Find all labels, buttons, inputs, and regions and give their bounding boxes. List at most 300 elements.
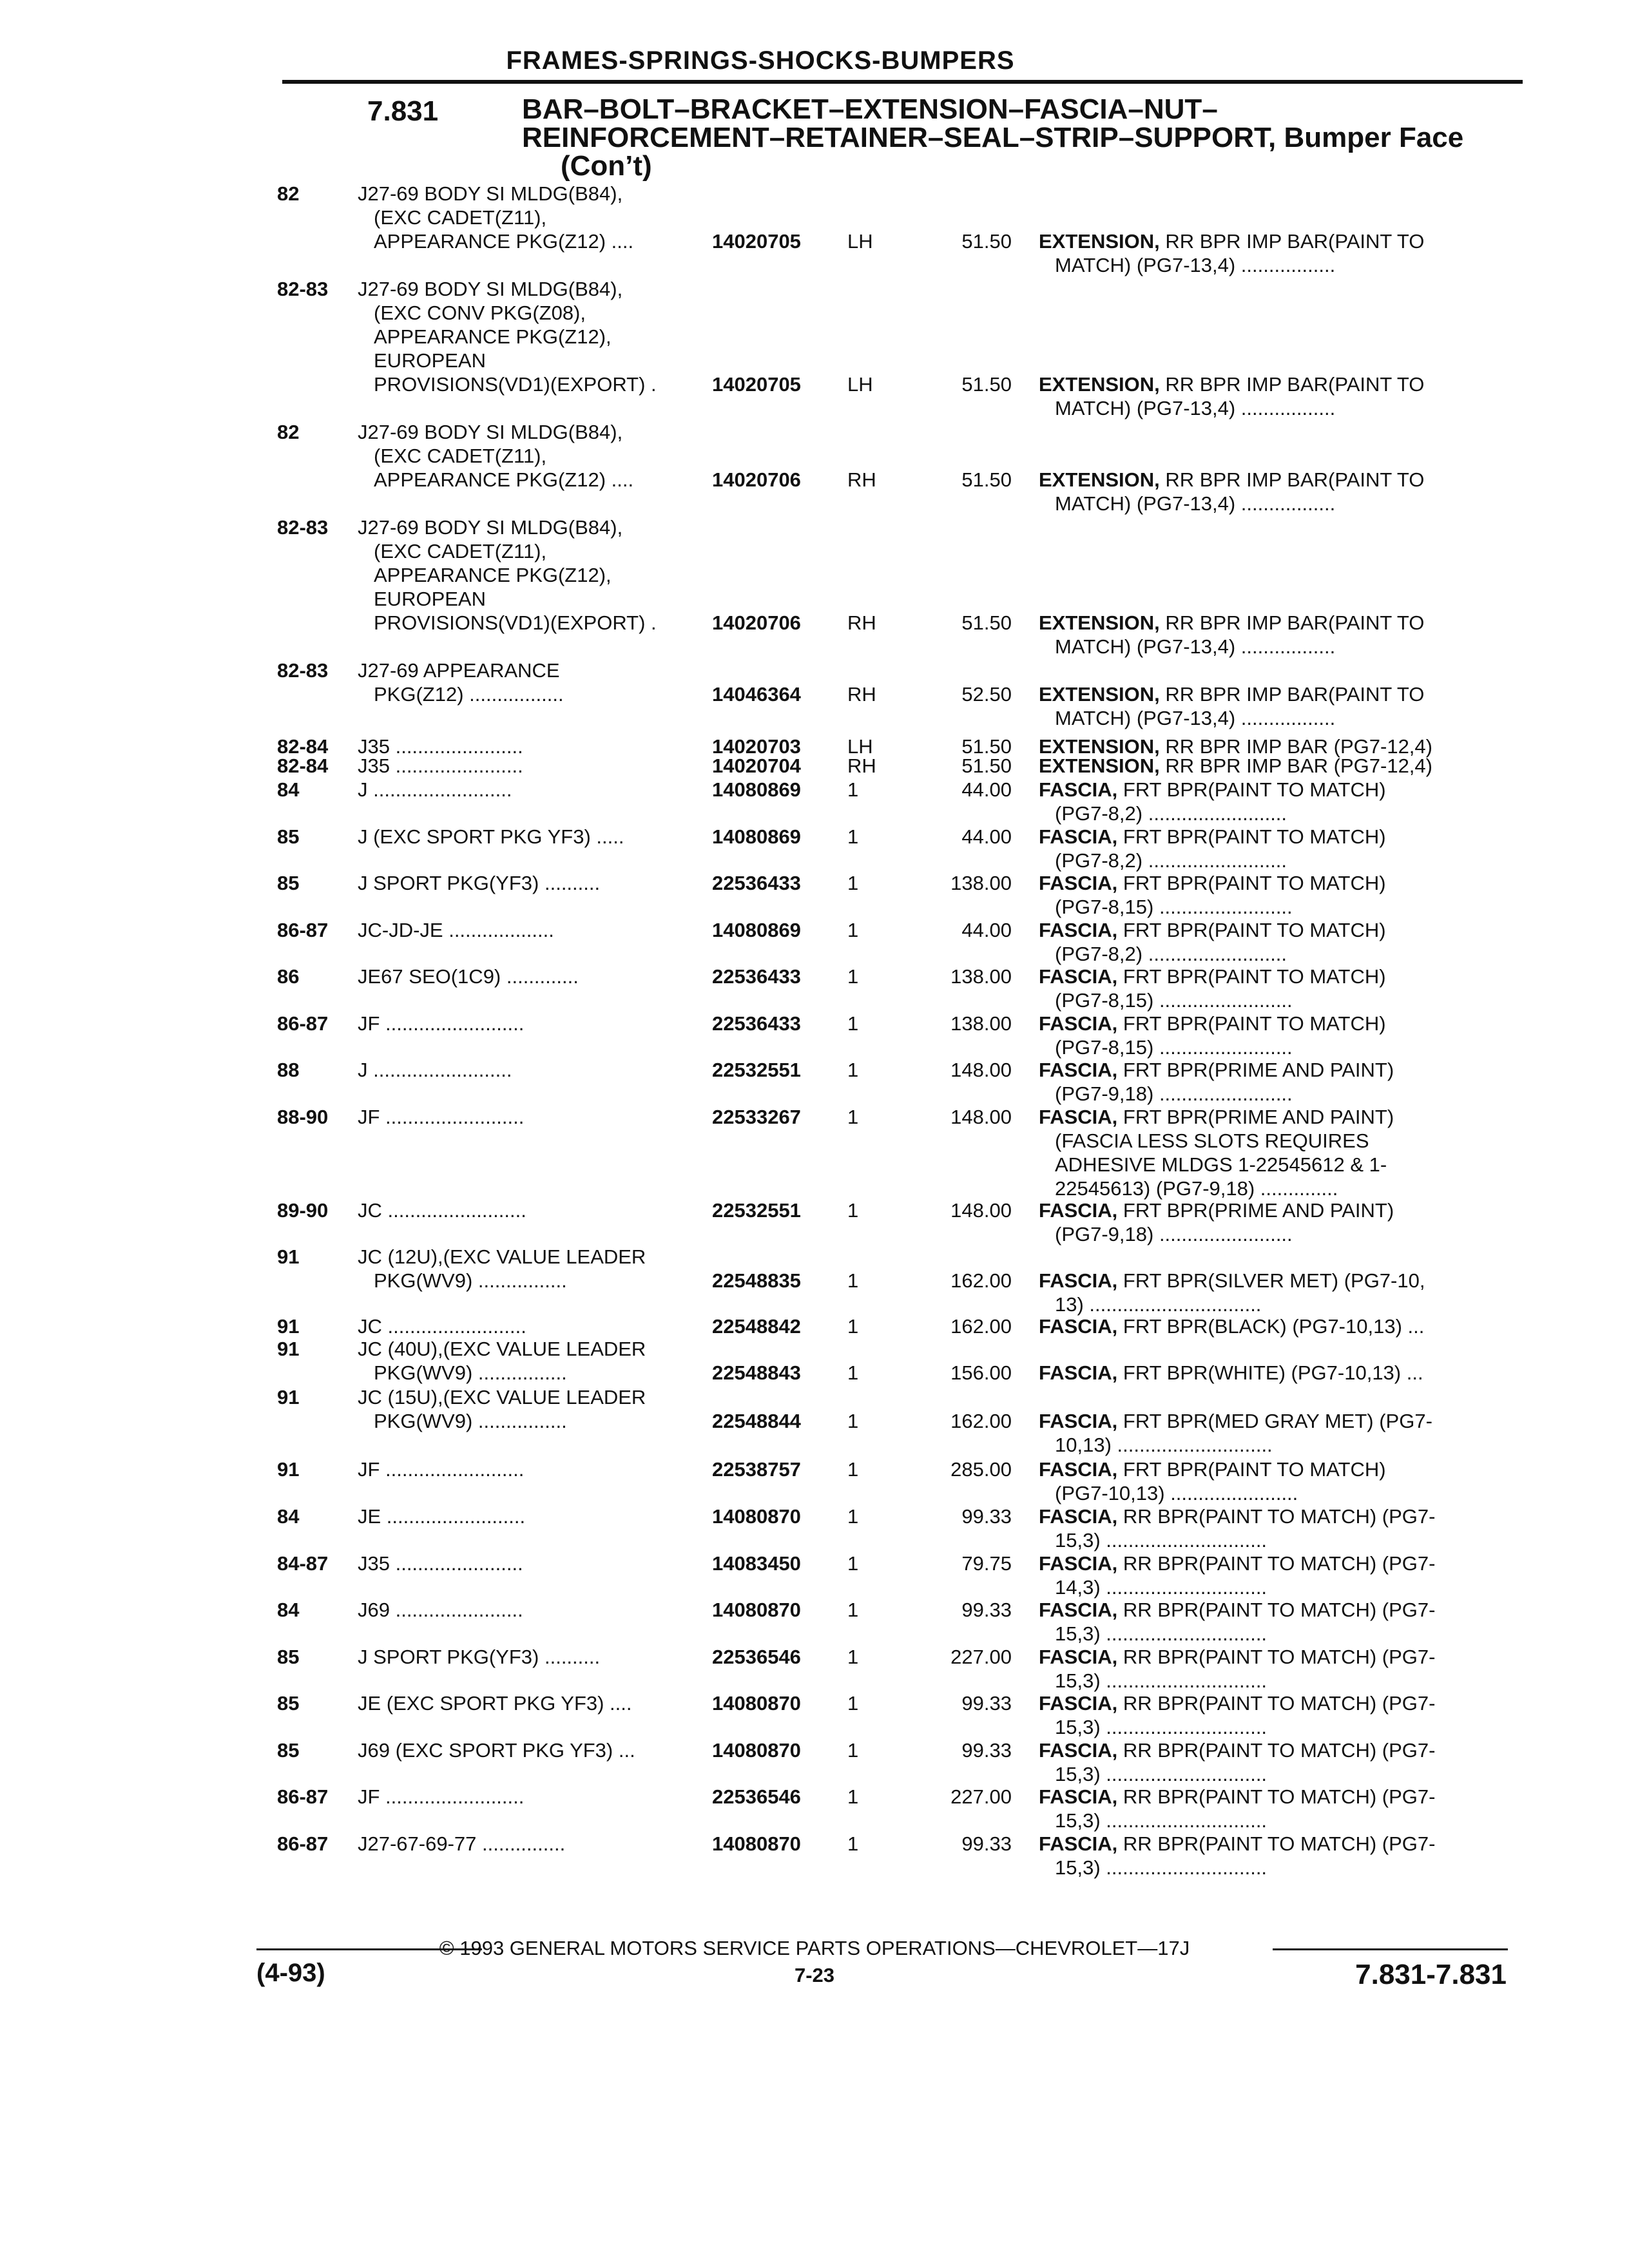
description (1039, 1504, 1503, 1552)
description-line (1039, 825, 1503, 849)
model-year: 85 (277, 1692, 300, 1715)
price: 51.50 (961, 611, 1012, 634)
description-text: FRT BPR(WHITE) (PG7-10,13) ... (1123, 1361, 1423, 1384)
description-keyword: FASCIA, (1039, 1646, 1118, 1668)
quantity: 1 (847, 1458, 859, 1481)
application (358, 1198, 526, 1222)
description-line (1039, 1832, 1503, 1856)
application (358, 1457, 524, 1481)
application-line: J ......................... (358, 1059, 512, 1081)
description-keyword: FASCIA, (1039, 1692, 1118, 1715)
description-line: (PG7-8,15) ........................ (1055, 896, 1293, 918)
description-line: ADHESIVE MLDGS 1-22545612 & 1- (1055, 1153, 1387, 1176)
description-text: RR BPR IMP BAR(PAINT TO (1165, 611, 1425, 634)
page-header-title: FRAMES-SPRINGS-SHOCKS-BUMPERS (506, 46, 1015, 75)
application (358, 420, 633, 492)
description (1039, 1785, 1503, 1832)
description-text: RR BPR IMP BAR(PAINT TO (1165, 230, 1425, 253)
description-text: FRT BPR(PAINT TO MATCH) (1123, 1458, 1386, 1481)
description-text: FRT BPR(PAINT TO MATCH) (1123, 872, 1386, 894)
part-number: 14020705 (712, 230, 801, 253)
application-line: JF ......................... (358, 1458, 525, 1481)
description-line (1039, 1314, 1503, 1338)
part-number: 22533267 (712, 1106, 801, 1128)
price: 51.50 (961, 754, 1012, 777)
application-line: J27-69 APPEARANCE (358, 659, 560, 682)
description-keyword: FASCIA, (1039, 1269, 1118, 1292)
description-line: MATCH) (PG7-13,4) ................. (1055, 635, 1336, 658)
quantity: 1 (847, 1269, 859, 1292)
footer-rule-right (1273, 1948, 1508, 1950)
part-number: 14020705 (712, 373, 801, 396)
part-number: 22536546 (712, 1646, 801, 1668)
part-number: 22536546 (712, 1785, 801, 1808)
application-line: PROVISIONS(VD1)(EXPORT) . (374, 373, 657, 396)
part-number: 22548844 (712, 1410, 801, 1432)
application (358, 1785, 524, 1809)
part-number: 14080870 (712, 1599, 801, 1621)
description-line: MATCH) (PG7-13,4) ................. (1055, 492, 1336, 515)
description (1039, 611, 1503, 658)
price: 138.00 (950, 872, 1012, 894)
application-line: (EXC CONV PKG(Z08), (374, 302, 586, 324)
description-line: (PG7-9,18) ........................ (1055, 1082, 1293, 1105)
part-number: 14080870 (712, 1505, 801, 1528)
application-line: JE (EXC SPORT PKG YF3) .... (358, 1692, 632, 1715)
application (358, 1691, 632, 1715)
description-keyword: FASCIA, (1039, 1552, 1118, 1575)
price: 227.00 (950, 1646, 1012, 1668)
application-line: J69 (EXC SPORT PKG YF3) ... (358, 1739, 635, 1762)
description (1039, 1314, 1503, 1338)
description-keyword: FASCIA, (1039, 1106, 1118, 1128)
price: 99.33 (961, 1739, 1012, 1762)
description-line (1039, 1198, 1503, 1222)
application-line: J35 ....................... (358, 754, 523, 777)
price: 44.00 (961, 778, 1012, 801)
description-line: MATCH) (PG7-13,4) ................. (1055, 254, 1336, 276)
description-keyword: FASCIA, (1039, 965, 1118, 988)
application-line: JF ......................... (358, 1012, 525, 1035)
quantity: 1 (847, 1832, 859, 1855)
description-keyword: FASCIA, (1039, 1410, 1118, 1432)
price: 79.75 (961, 1552, 1012, 1575)
description-line (1039, 1457, 1503, 1481)
description-line: 10,13) ............................ (1055, 1434, 1273, 1456)
application-line: EUROPEAN (374, 349, 486, 372)
application (358, 1552, 523, 1575)
part-number: 22532551 (712, 1059, 801, 1081)
description-line (1039, 965, 1503, 988)
quantity: 1 (847, 919, 859, 941)
description-text: RR BPR(PAINT TO MATCH) (PG7- (1123, 1692, 1436, 1715)
application-line: JC (12U),(EXC VALUE LEADER (358, 1245, 646, 1268)
description-line (1039, 918, 1503, 942)
description-line: (PG7-8,2) ......................... (1055, 849, 1287, 872)
description-line: (PG7-8,2) ......................... (1055, 802, 1287, 825)
description-keyword: FASCIA, (1039, 1832, 1118, 1855)
price: 99.33 (961, 1692, 1012, 1715)
application-line: JE ......................... (358, 1505, 526, 1528)
description-line: 15,3) ............................. (1055, 1856, 1268, 1879)
description-text: FRT BPR(PAINT TO MATCH) (1123, 965, 1386, 988)
quantity: RH (847, 468, 876, 491)
application-line: (EXC CADET(Z11), (374, 206, 547, 229)
application-line: PKG(WV9) ................ (374, 1361, 567, 1384)
description-line (1039, 1012, 1503, 1035)
application-line: APPEARANCE PKG(Z12) .... (374, 468, 634, 491)
model-year: 88-90 (277, 1106, 329, 1128)
description-line: (PG7-10,13) ....................... (1055, 1482, 1298, 1504)
description (1039, 1598, 1503, 1646)
quantity: 1 (847, 825, 859, 848)
model-year: 91 (277, 1386, 300, 1408)
price: 44.00 (961, 825, 1012, 848)
part-number: 14080870 (712, 1692, 801, 1715)
application (358, 965, 579, 988)
price: 148.00 (950, 1106, 1012, 1128)
description-keyword: EXTENSION, (1039, 683, 1160, 706)
quantity: LH (847, 230, 873, 253)
part-number: 22536433 (712, 965, 801, 988)
description-line (1039, 778, 1503, 802)
description-keyword: FASCIA, (1039, 1785, 1118, 1808)
description-line (1039, 611, 1503, 635)
description-text: RR BPR(PAINT TO MATCH) (PG7- (1123, 1505, 1436, 1528)
application-line: (EXC CADET(Z11), (374, 540, 547, 562)
model-year: 86-87 (277, 1012, 329, 1035)
model-year: 82 (277, 182, 300, 205)
application (358, 515, 657, 635)
application (358, 277, 657, 396)
description (1039, 1105, 1503, 1200)
part-number: 22538757 (712, 1458, 801, 1481)
application (358, 825, 624, 849)
quantity: 1 (847, 1012, 859, 1035)
description-text: RR BPR IMP BAR(PAINT TO (1165, 468, 1425, 491)
description-keyword: EXTENSION, (1039, 611, 1160, 634)
description-text: RR BPR(PAINT TO MATCH) (PG7- (1123, 1599, 1436, 1621)
description-text: RR BPR IMP BAR(PAINT TO (1165, 683, 1425, 706)
part-number: 14020703 (712, 735, 801, 758)
quantity: 1 (847, 1505, 859, 1528)
description-line: MATCH) (PG7-13,4) ................. (1055, 707, 1336, 729)
application (358, 1385, 646, 1433)
application-line: JF ......................... (358, 1106, 525, 1128)
price: 138.00 (950, 965, 1012, 988)
application-line: J27-67-69-77 ............... (358, 1832, 566, 1855)
application (358, 1598, 523, 1622)
price: 156.00 (950, 1361, 1012, 1384)
description-keyword: FASCIA, (1039, 825, 1118, 848)
application-line: (EXC CADET(Z11), (374, 445, 547, 467)
application-line: PKG(Z12) ................. (374, 683, 564, 706)
quantity: RH (847, 754, 876, 777)
description-line (1039, 1645, 1503, 1669)
application (358, 1012, 524, 1035)
part-number: 14080870 (712, 1832, 801, 1855)
description-line: 22545613) (PG7-9,18) .............. (1055, 1177, 1338, 1200)
description-keyword: FASCIA, (1039, 1361, 1118, 1384)
price: 148.00 (950, 1059, 1012, 1081)
description-keyword: FASCIA, (1039, 919, 1118, 941)
footer-page-number: 7-23 (794, 1964, 835, 1986)
part-number: 14020704 (712, 754, 801, 777)
description-text: FRT BPR(PRIME AND PAINT) (1123, 1199, 1394, 1222)
quantity: 1 (847, 1199, 859, 1222)
price: 99.33 (961, 1505, 1012, 1528)
application-line: JC ......................... (358, 1199, 526, 1222)
model-year: 85 (277, 1646, 300, 1668)
description-keyword: EXTENSION, (1039, 754, 1160, 777)
model-year: 86-87 (277, 919, 329, 941)
model-year: 86 (277, 965, 300, 988)
model-year: 84 (277, 778, 300, 801)
section-title-line: BAR–BOLT–BRACKET–EXTENSION–FASCIA–NUT– (522, 93, 1218, 125)
description-line (1039, 754, 1503, 778)
description-text: RR BPR(PAINT TO MATCH) (PG7- (1123, 1646, 1436, 1668)
description (1039, 871, 1503, 919)
description-line (1039, 1738, 1503, 1762)
quantity: 1 (847, 1361, 859, 1384)
quantity: 1 (847, 1646, 859, 1668)
application-line: J27-69 BODY SI MLDG(B84), (358, 278, 623, 300)
part-number: 22532551 (712, 1199, 801, 1222)
part-number: 14020706 (712, 468, 801, 491)
description (1039, 1058, 1503, 1106)
description-line (1039, 1552, 1503, 1575)
description-keyword: FASCIA, (1039, 1199, 1118, 1222)
application (358, 1105, 524, 1129)
model-year: 91 (277, 1245, 300, 1268)
part-number: 14020706 (712, 611, 801, 634)
application-line: J35 ....................... (358, 735, 523, 758)
description-line (1039, 468, 1503, 492)
quantity: 1 (847, 778, 859, 801)
quantity: 1 (847, 1552, 859, 1575)
description-line: (PG7-8,15) ........................ (1055, 1036, 1293, 1059)
price: 44.00 (961, 919, 1012, 941)
model-year: 85 (277, 872, 300, 894)
application-line: J27-69 BODY SI MLDG(B84), (358, 421, 623, 443)
description-line: (PG7-8,15) ........................ (1055, 989, 1293, 1012)
application-line: JF ......................... (358, 1785, 525, 1808)
quantity: 1 (847, 965, 859, 988)
description (1039, 778, 1503, 825)
description (1039, 468, 1503, 515)
quantity: 1 (847, 1739, 859, 1762)
description (1039, 1645, 1503, 1693)
application (358, 871, 600, 895)
description (1039, 1832, 1503, 1879)
price: 51.50 (961, 468, 1012, 491)
model-year: 85 (277, 825, 300, 848)
description-line (1039, 871, 1503, 895)
description-line: 15,3) ............................. (1055, 1622, 1268, 1645)
description (1039, 1457, 1503, 1505)
application (358, 1245, 646, 1293)
header-rule (282, 80, 1523, 84)
price: 162.00 (950, 1269, 1012, 1292)
description-text: RR BPR(PAINT TO MATCH) (PG7- (1123, 1832, 1436, 1855)
part-number: 14080870 (712, 1739, 801, 1762)
description-text: FRT BPR(PAINT TO MATCH) (1123, 919, 1386, 941)
description-line: 15,3) ............................. (1055, 1809, 1268, 1832)
application-line: J ......................... (358, 778, 512, 801)
quantity: 1 (847, 1059, 859, 1081)
price: 99.33 (961, 1832, 1012, 1855)
description-line (1039, 229, 1503, 253)
application-line: J (EXC SPORT PKG YF3) ..... (358, 825, 624, 848)
quantity: 1 (847, 1599, 859, 1621)
description-keyword: FASCIA, (1039, 1012, 1118, 1035)
description (1039, 918, 1503, 966)
description-keyword: EXTENSION, (1039, 735, 1160, 758)
description-text: FRT BPR(BLACK) (PG7-10,13) ... (1123, 1315, 1425, 1338)
section-title (522, 95, 1463, 180)
description (1039, 229, 1503, 277)
application (358, 1314, 526, 1338)
model-year: 82-84 (277, 735, 329, 758)
section-title-line: REINFORCEMENT–RETAINER–SEAL–STRIP–SUPPORT, Bumper Face (522, 122, 1464, 153)
description (1039, 1012, 1503, 1059)
description-line (1039, 1361, 1503, 1385)
description-keyword: EXTENSION, (1039, 373, 1160, 396)
price: 138.00 (950, 1012, 1012, 1035)
description (1039, 1691, 1503, 1739)
description (1039, 1738, 1503, 1786)
description (1039, 1552, 1503, 1599)
model-year: 84 (277, 1505, 300, 1528)
description-keyword: FASCIA, (1039, 1739, 1118, 1762)
application-line: J27-69 BODY SI MLDG(B84), (358, 182, 623, 205)
description (1039, 754, 1503, 778)
description-keyword: EXTENSION, (1039, 230, 1160, 253)
description-keyword: FASCIA, (1039, 778, 1118, 801)
application (358, 918, 554, 942)
application (358, 1645, 600, 1669)
footer-copyright: © 1993 GENERAL MOTORS SERVICE PARTS OPERATIONS—CHEVROLET—17J (439, 1937, 1190, 1959)
description (1039, 965, 1503, 1012)
price: 51.50 (961, 230, 1012, 253)
model-year: 89-90 (277, 1199, 329, 1222)
part-number: 14080869 (712, 778, 801, 801)
part-number: 14083450 (712, 1552, 801, 1575)
part-number: 22536433 (712, 1012, 801, 1035)
application-line: JC (40U),(EXC VALUE LEADER (358, 1338, 646, 1360)
description-line (1039, 1058, 1503, 1082)
description-line (1039, 1691, 1503, 1715)
application-line: PROVISIONS(VD1)(EXPORT) . (374, 611, 657, 634)
quantity: 1 (847, 872, 859, 894)
application (358, 658, 564, 706)
part-number: 14080869 (712, 825, 801, 848)
section-title-line: (Con’t) (561, 150, 652, 182)
part-number: 22548842 (712, 1315, 801, 1338)
model-year: 82-83 (277, 516, 329, 539)
description-line (1039, 1598, 1503, 1622)
application-line: APPEARANCE PKG(Z12) .... (374, 230, 634, 253)
application-line: PKG(WV9) ................ (374, 1269, 567, 1292)
description-keyword: FASCIA, (1039, 1458, 1118, 1481)
model-year: 88 (277, 1059, 300, 1081)
price: 285.00 (950, 1458, 1012, 1481)
price: 51.50 (961, 373, 1012, 396)
quantity: RH (847, 611, 876, 634)
model-year: 91 (277, 1338, 300, 1360)
description-line (1039, 372, 1503, 396)
quantity: 1 (847, 1106, 859, 1128)
quantity: LH (847, 735, 873, 758)
quantity: 1 (847, 1410, 859, 1432)
quantity: 1 (847, 1315, 859, 1338)
description-keyword: FASCIA, (1039, 1059, 1118, 1081)
application (358, 1337, 646, 1385)
description-line: MATCH) (PG7-13,4) ................. (1055, 397, 1336, 419)
description-text: FRT BPR(PAINT TO MATCH) (1123, 778, 1386, 801)
application-line: PKG(WV9) ................ (374, 1410, 567, 1432)
application (358, 1832, 565, 1856)
price: 162.00 (950, 1410, 1012, 1432)
application-line: J SPORT PKG(YF3) .......... (358, 872, 601, 894)
description-text: FRT BPR(PAINT TO MATCH) (1123, 1012, 1386, 1035)
footer-date-code: (4-93) (256, 1959, 325, 1987)
application-line: APPEARANCE PKG(Z12), (374, 325, 612, 348)
application-line: EUROPEAN (374, 588, 486, 610)
description-keyword: FASCIA, (1039, 1505, 1118, 1528)
price: 52.50 (961, 683, 1012, 706)
description-line (1039, 1504, 1503, 1528)
model-year: 82-83 (277, 278, 329, 300)
description-text: RR BPR(PAINT TO MATCH) (PG7- (1123, 1785, 1436, 1808)
application (358, 1058, 512, 1082)
description-line: 14,3) ............................. (1055, 1576, 1268, 1599)
footer-section-range: 7.831-7.831 (1355, 1959, 1507, 1990)
description-text: RR BPR IMP BAR(PAINT TO (1165, 373, 1425, 396)
application (358, 182, 633, 253)
description (1039, 1269, 1503, 1316)
part-number: 14080869 (712, 919, 801, 941)
description-line: 15,3) ............................. (1055, 1529, 1268, 1552)
section-number: 7.831 (367, 95, 439, 127)
description (1039, 825, 1503, 872)
application-line: JC ......................... (358, 1315, 526, 1338)
description (1039, 1361, 1503, 1385)
description-line (1039, 1409, 1503, 1433)
part-number: 14046364 (712, 683, 801, 706)
description-line: 15,3) ............................. (1055, 1669, 1268, 1692)
description-line (1039, 1105, 1503, 1129)
quantity: RH (847, 683, 876, 706)
model-year: 82-83 (277, 659, 329, 682)
description-keyword: FASCIA, (1039, 872, 1118, 894)
quantity: LH (847, 373, 873, 396)
part-number: 22548835 (712, 1269, 801, 1292)
application-line: JC (15U),(EXC VALUE LEADER (358, 1386, 646, 1408)
part-number: 22536433 (712, 872, 801, 894)
part-number: 22548843 (712, 1361, 801, 1384)
model-year: 84 (277, 1599, 300, 1621)
model-year: 86-87 (277, 1832, 329, 1855)
price: 148.00 (950, 1199, 1012, 1222)
price: 99.33 (961, 1599, 1012, 1621)
description-keyword: FASCIA, (1039, 1599, 1118, 1621)
model-year: 82-84 (277, 754, 329, 777)
description-text: RR BPR IMP BAR (PG7-12,4) (1165, 754, 1432, 777)
description-keyword: FASCIA, (1039, 1315, 1118, 1338)
application-line: J27-69 BODY SI MLDG(B84), (358, 516, 623, 539)
model-year: 84-87 (277, 1552, 329, 1575)
